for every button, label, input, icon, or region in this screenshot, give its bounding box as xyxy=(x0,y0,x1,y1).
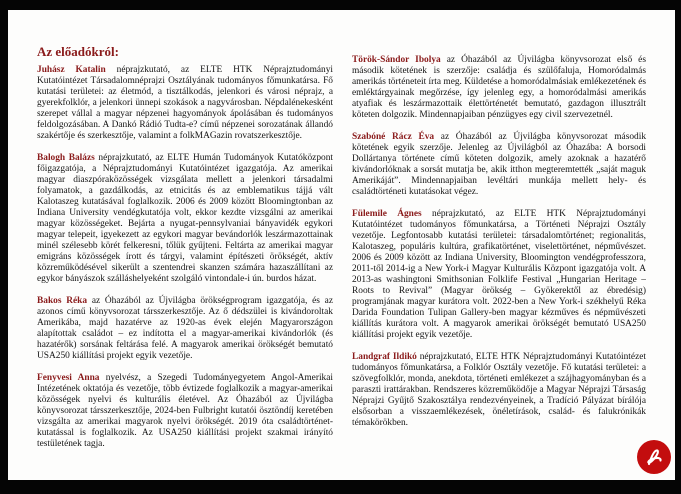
presenter-name: Fülemile Ágnes xyxy=(352,209,422,219)
page-title: Az előadókról: xyxy=(37,44,119,59)
bio-paragraph xyxy=(352,55,646,121)
bio-column-left xyxy=(37,44,333,450)
bio-paragraph xyxy=(352,132,646,198)
presenter-name: Török-Sándor Ibolya xyxy=(352,55,441,65)
bio-paragraph xyxy=(37,153,333,285)
presenter-name: Fenyvesi Anna xyxy=(37,373,100,383)
bio-text: néprajzkutató, ELTE HTK Néprajztudományi Kutatóintézet tudományos főmunkatársa, a Folklór Osztály vezetője. Fő kutatási területei: a szövegfolklór, monda, anekdota, történeti emlékezet a szájhagyományban és a paraszti irattárakban. Rendszeres közreműködője a Magyar Néprajzi Társaság Néprajzi Gyűjtő Szakosztálya rendezvényeinek, a Tradíció Pályázat bírálója elsősorban a visszaemlékezések, önéletírások, család- és falukrónikák témakörökben. xyxy=(352,352,646,428)
bio-text: néprajzkutató, az ELTE HTK Néprajztudományi Kutatóintézet Társadalomnéprajzi Osztályának tudományos főmunkatársa. Fő kutatási területei: az életmód, a tisztálkodás, jelenkori és városi néprajz, a gyerekfolklór, a jelenkori ünnepi szokások a nagyvárosban. Népdalénekesként szerepet vállal a magyar népzenei hagyományok ápolásában és tudományos feldolgozásában. A Dankó Rádió Tudta-e? című népzenei sorozatának állandó szakértője és szerkesztője, valamint a folkMAGazin rovatszerkesztője. xyxy=(37,65,334,141)
bio-paragraph xyxy=(352,209,646,341)
bio-text: néprajzkutató, az ELTE Humán Tudományok Kutatóközpont főigazgatója, a Néprajztudományi Kutatóintézet igazgatója. Az amerikai magyar diaszpóraközösségek vizsgálata mellett a jelenkori társadalmi folyamatok, a gazdálkodás, az etnicitás és az emblematikus tájjá vált Kalotaszeg kutatásával foglalkozik. 2006 és 2009 között Bloomingtonban az Indiana University vendégkutatója volt, ekkor kezdte vizsgálni az amerikai magyar közösségeket. Bejárta a nyugat-pennsylvaniai bányavidék egykori magyar telepeit, igyekezett az egykori magyar bevándorlók leszármazottainak minél szélesebb körét felkeresni, tőlük gyűjteni. Feltárta az amerikai magyar emigráns közösségek írott és tárgyi, valamint építészeti örökségét, aktív közreműködésével sikerült a szentendrei skanzen számára hazaszállítani az egykor bányászok szálláshelyeként szolgáló vintondale-i ún. burdos házat. xyxy=(37,153,333,284)
presenter-name: Landgraf Ildikó xyxy=(352,352,417,362)
bio-text: az Óhazából az Újvilágba könyvsorozat első és második kötetének is szerzője: családja és szülőfaluja, Homoródalmás amerikás történeteit írta meg. Küldetése a homoródalmásiak emlékezetének és emléktárgyainak megőrzése, így jelenleg egy, a homoródalmási amerikás atyafiak és leszármazottaik élettörténetét bemutató, gazdagon illusztrált köteten dolgozik. Mindennapjaiban pénzügyes egy civil szervezetnél. xyxy=(352,55,646,120)
document-page xyxy=(8,10,675,480)
bio-text: néprajzkutató, az ELTE HTK Néprajztudományi Kutatóintézet tudományos főmunkatársa, a Történeti Néprajzi Osztály vezetője. Legfontosabb kutatási területei: társadalomtörténet; regionalitás, Kalotaszeg, populáris kultúra, grafikatörténet, viselettörténet, népművészet. 2006 és 2009 között az Indiana University, Bloomington vendégprofesszora, 2011-től 2014-ig a New York-i Magyar Kulturális Központ igazgatója volt. A 2013-as washingtoni Smithsonian Folklife Festival „Hungarian Heritage – Roots to Revival” (Magyar örökség – Gyökerektől az ébredésig) programjának magyar kurátora volt. 2022-ben a New York-i székhelyű Réka Darida Foundation Tulipan Gallery-ben magyar kézműves és népművészeti kiállítás kurátora volt. A magyarok amerikai örökségét bemutató USA250 kiállítási projekt egyik vezetője. xyxy=(352,209,647,340)
adobe-pdf-icon[interactable] xyxy=(637,440,671,474)
presenter-name: Balogh Balázs xyxy=(37,153,95,163)
bio-text: az Óhazából az Újvilágba könyvsorozat második kötetének egyik szerzője. Jelenleg az Újvilágból az Óhazába: A borsodi Dollártanya története című köteten dolgozik, amely azoknak a hazatérő kivándorlóknak a sorsát mutatja be, akik itthon megteremtették „saját maguk Amerikáját”. Mindennapjaiban levéltári munkája mellett hely- és családtörténeti kutatásokat végez. xyxy=(352,132,647,197)
bio-paragraph xyxy=(37,65,333,142)
bio-text: az Óhazából az Újvilágba örökségprogram igazgatója, és az azonos című könyvsorozat társszerkesztője. Az ő dédszülei is kivándoroltak Amerikába, majd hazatérve az 1920-as évek elején Magyarországon alapítottak családot – ez indította el a magyar-amerikai kivándorlók (és hazatérők) sorsának feltárása felé. A magyarok amerikai örökségét bemutató USA250 kiállítási projekt egyik vezetője. xyxy=(37,296,334,361)
bio-text: nyelvész, a Szegedi Tudományegyetem Angol-Amerikai Intézetének oktatója és vezetője, több évtizede foglalkozik a magyar-amerikai közösségek nyelvi és kulturális életével. Az Óhazából az Újvilágba könyvsorozat társszerkesztője, 2024-ben Fulbright kutatói ösztöndíj keretében vizsgálta az amerikai magyarok nyelvi örökségét. 2019 óta családtörténet-kutatással is foglalkozik. Az USA250 kiállítási projekt szakmai irányító testületének tagja. xyxy=(37,373,333,449)
bio-paragraph xyxy=(352,352,646,429)
presenter-name: Juhász Katalin xyxy=(37,65,106,75)
presenter-name: Bakos Réka xyxy=(37,296,88,306)
bio-column-right xyxy=(352,55,646,429)
bio-list-right xyxy=(352,55,646,429)
adobe-swirl-glyph xyxy=(642,445,666,469)
bio-paragraph xyxy=(37,296,333,362)
bio-list-left xyxy=(37,65,333,450)
presenter-name: Szabóné Rácz Éva xyxy=(352,132,435,142)
bio-paragraph xyxy=(37,373,333,450)
